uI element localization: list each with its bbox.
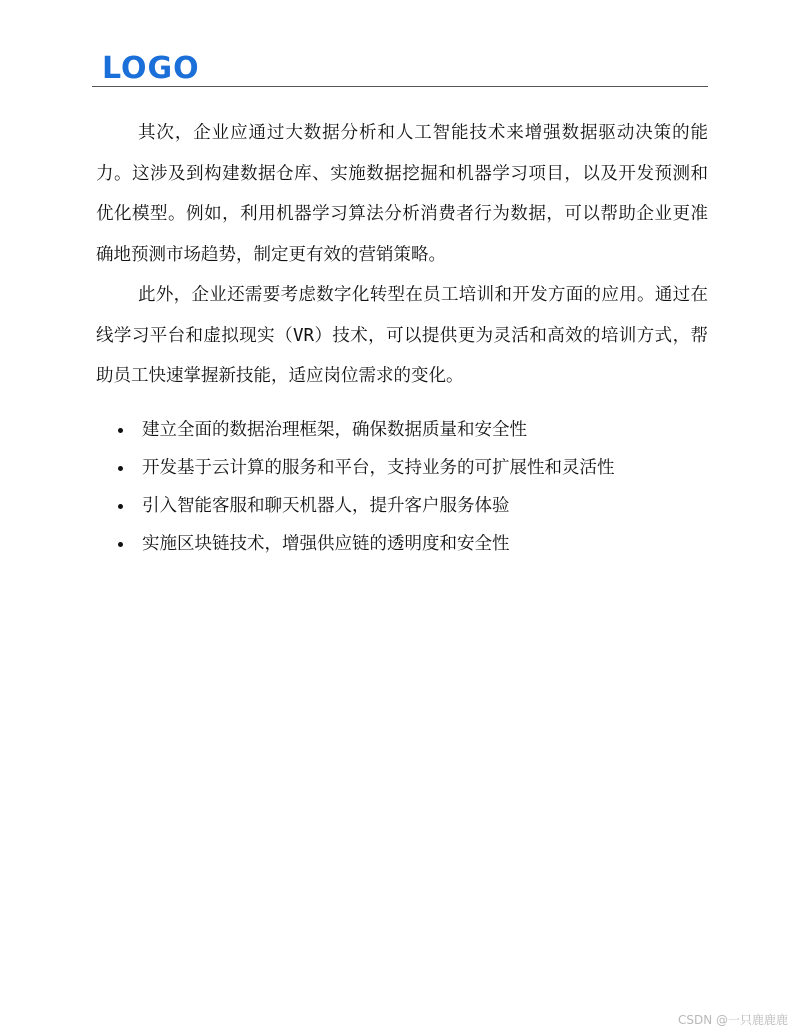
logo: LOGO — [102, 51, 200, 86]
bullet-icon — [118, 504, 123, 509]
bullet-item — [96, 487, 708, 525]
bullet-text: 建立全面的数据治理框架，确保数据质量和安全性 — [142, 419, 527, 440]
paragraph: 其次，企业应通过大数据分析和人工智能技术来增强数据驱动决策的能力。这涉及到构建数据仓库、实施数据挖掘和机器学习项目，以及开发预测和优化模型。例如，利用机器学习算法分析消费者行为数据，可以帮助企业更准确地预测市场趋势，制定更有效的营销策略。 — [96, 123, 708, 265]
bullet-list — [96, 411, 708, 563]
paragraph: 此外，企业还需要考虑数字化转型在员工培训和开发方面的应用。通过在线学习平台和虚拟现实（VR）技术，可以提供更为灵活和高效的培训方式，帮助员工快速掌握新技能，适应岗位需求的变化。 — [96, 285, 708, 386]
bullet-text: 开发基于云计算的服务和平台，支持业务的可扩展性和灵活性 — [142, 457, 615, 478]
bullet-icon — [118, 542, 123, 547]
page-header — [92, 52, 708, 88]
bullet-item — [96, 449, 708, 487]
bullet-item — [96, 525, 708, 563]
document-body — [96, 113, 708, 563]
bullet-icon — [118, 466, 123, 471]
header-divider — [92, 86, 708, 87]
bullet-text: 实施区块链技术，增强供应链的透明度和安全性 — [142, 533, 510, 554]
bullet-text: 引入智能客服和聊天机器人，提升客户服务体验 — [142, 495, 510, 516]
bullet-icon — [118, 428, 123, 433]
bullet-item — [96, 411, 708, 449]
watermark: CSDN @一只鹿鹿鹿 — [677, 1013, 788, 1027]
